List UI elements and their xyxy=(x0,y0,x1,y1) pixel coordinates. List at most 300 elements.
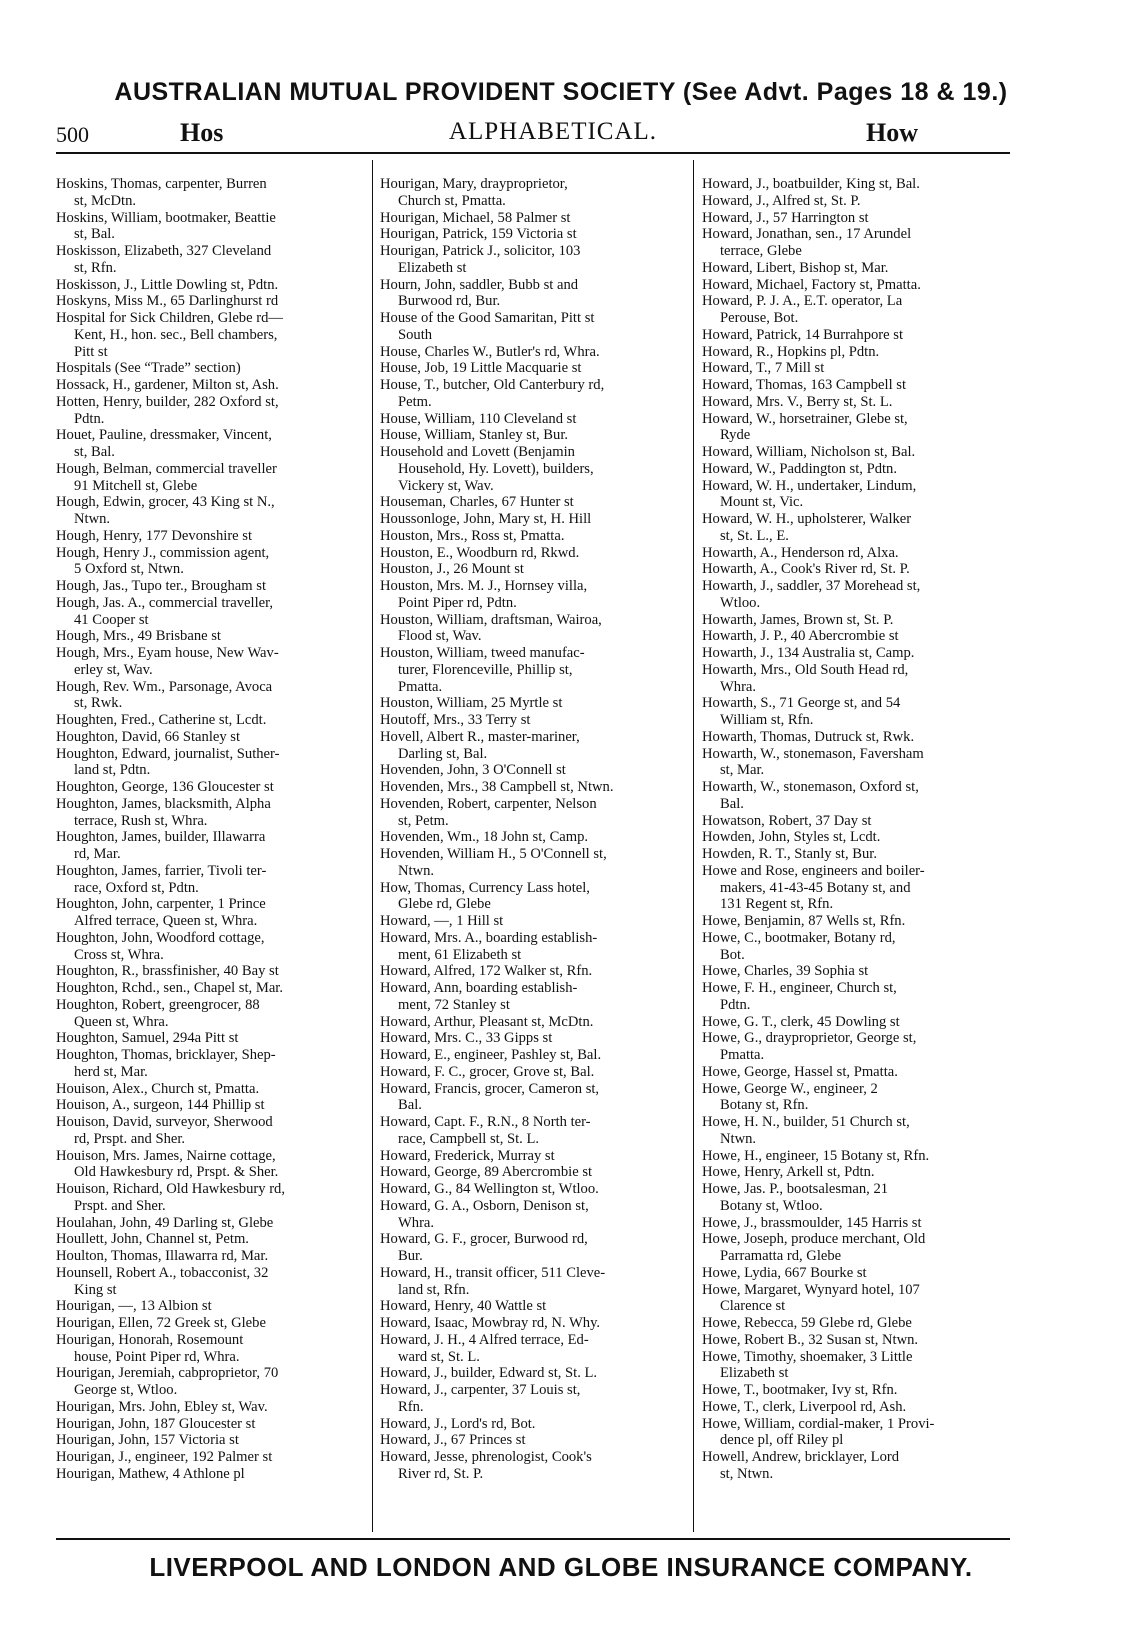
entry-continuation-line: Bur. xyxy=(398,1248,423,1264)
entry-name-line: Houlahan, John, 49 Darling st, Glebe xyxy=(56,1214,274,1231)
directory-entry xyxy=(380,344,687,361)
directory-entry xyxy=(702,327,1012,344)
entry-continuation-line: st, Mar. xyxy=(720,762,765,779)
entry-name-line: Hourigan, Mary, drayproprietor, xyxy=(380,176,568,192)
directory-entry xyxy=(380,930,687,964)
directory-entry xyxy=(380,277,687,311)
entry-continuation-line: Rfn. xyxy=(398,1398,424,1415)
entry-name-line: Hourigan, Patrick J., solicitor, 103 xyxy=(380,243,581,259)
entry-continuation-line: Bal. xyxy=(398,1097,422,1114)
entry-name-line: Howard, —, 1 Hill st xyxy=(380,913,504,929)
directory-entry xyxy=(56,494,366,528)
entry-continuation-line: Cross st, Whra. xyxy=(74,946,164,963)
directory-entry xyxy=(380,963,687,980)
directory-entry xyxy=(56,176,366,210)
entry-continuation-line: Point Piper rd, Pdtn. xyxy=(398,594,517,611)
directory-entry xyxy=(380,1382,687,1416)
entry-name-line: How, Thomas, Currency Lass hotel, xyxy=(380,879,590,896)
entry-name-line: Howe, T., bootmaker, Ivy st, Rfn. xyxy=(702,1382,898,1398)
entry-continuation-line: herd st, Mar. xyxy=(74,1063,148,1080)
header-rule xyxy=(56,152,1010,154)
directory-entry xyxy=(702,813,1012,830)
directory-entry xyxy=(380,1030,687,1047)
directory-entry xyxy=(56,896,366,930)
directory-entry xyxy=(702,176,1012,193)
directory-entry xyxy=(702,1081,1012,1115)
directory-entry xyxy=(702,210,1012,227)
directory-entry xyxy=(56,1097,366,1114)
directory-entry xyxy=(56,310,366,360)
entry-name-line: Houghton, Samuel, 294a Pitt st xyxy=(56,1030,239,1047)
entry-name-line: Howard, George, 89 Abercrombie st xyxy=(380,1164,593,1181)
directory-entry xyxy=(380,1047,687,1064)
entry-name-line: Howard, J., boatbuilder, King st, Bal. xyxy=(702,176,920,192)
directory-entry xyxy=(702,1148,1012,1165)
directory-entry xyxy=(56,461,366,495)
entry-name-line: Houet, Pauline, dressmaker, Vincent, xyxy=(56,427,272,444)
entry-name-line: Houison, Mrs. James, Nairne cottage, xyxy=(56,1147,276,1164)
entry-name-line: Howard, Mrs. C., 33 Gipps st xyxy=(380,1030,553,1047)
directory-entry xyxy=(702,746,1012,780)
directory-entry xyxy=(380,846,687,880)
entry-name-line: House, Charles W., Butler's rd, Whra. xyxy=(380,343,600,360)
entry-name-line: Howe, Lydia, 667 Bourke st xyxy=(702,1264,867,1281)
entry-continuation-line: Ntwn. xyxy=(720,1130,757,1147)
directory-entry xyxy=(702,277,1012,294)
entry-continuation-line: William st, Rfn. xyxy=(720,712,814,728)
entry-name-line: Howard, Francis, grocer, Cameron st, xyxy=(380,1080,600,1097)
entry-name-line: Hoskyns, Miss M., 65 Darlinghurst rd xyxy=(56,293,279,310)
directory-entry xyxy=(702,478,1012,512)
directory-entry xyxy=(702,578,1012,612)
entry-name-line: House, William, 110 Cleveland st xyxy=(380,410,577,427)
directory-entry xyxy=(702,930,1012,964)
entry-name-line: Household and Lovett (Benjamin xyxy=(380,444,575,460)
entry-name-line: Hounsell, Robert A., tobacconist, 32 xyxy=(56,1264,269,1281)
directory-entry xyxy=(380,1064,687,1081)
entry-name-line: Howard, W., horsetrainer, Glebe st, xyxy=(702,410,908,427)
directory-entry xyxy=(380,578,687,612)
directory-entry xyxy=(380,1416,687,1433)
entry-name-line: Howarth, James, Brown st, St. P. xyxy=(702,611,894,628)
entry-name-line: Houghton, James, builder, Illawarra xyxy=(56,829,266,846)
entry-continuation-line: Ntwn. xyxy=(74,511,111,527)
entry-name-line: Houghton, Edward, journalist, Suther- xyxy=(56,745,280,762)
directory-entry xyxy=(380,712,687,729)
entry-continuation-line: 5 Oxford st, Ntwn. xyxy=(74,561,184,578)
directory-entry xyxy=(56,628,366,645)
entry-name-line: Howe, T., clerk, Liverpool rd, Ash. xyxy=(702,1398,907,1415)
entry-name-line: Hough, Jas., Tupo ter., Brougham st xyxy=(56,578,267,594)
directory-entry xyxy=(380,494,687,511)
directory-entry xyxy=(380,1265,687,1299)
directory-entry xyxy=(702,779,1012,813)
entry-continuation-line: South xyxy=(398,326,433,343)
entry-continuation-line: Parramatta rd, Glebe xyxy=(720,1248,842,1264)
entry-name-line: Houston, E., Woodburn rd, Rkwd. xyxy=(380,544,580,561)
entry-name-line: Howe, Jas. P., bootsalesman, 21 xyxy=(702,1181,889,1197)
directory-entry xyxy=(56,963,366,980)
entry-name-line: Howe, Joseph, produce merchant, Old xyxy=(702,1231,926,1248)
entry-name-line: Howard, T., 7 Mill st xyxy=(702,360,825,377)
entry-name-line: Hossack, H., gardener, Milton st, Ash. xyxy=(56,377,279,393)
entry-continuation-line: dence pl, off Riley pl xyxy=(720,1432,844,1449)
directory-entry xyxy=(380,796,687,830)
directory-entry xyxy=(702,1416,1012,1450)
directory-entry xyxy=(702,394,1012,411)
entry-continuation-line: Alfred terrace, Queen st, Whra. xyxy=(74,913,258,929)
directory-entry xyxy=(56,1315,366,1332)
entry-name-line: Houghton, Thomas, bricklayer, Shep- xyxy=(56,1047,276,1063)
entry-continuation-line: Vickery st, Wav. xyxy=(398,477,494,494)
directory-entry xyxy=(702,863,1012,913)
directory-entry xyxy=(380,427,687,444)
directory-entry xyxy=(702,1114,1012,1148)
entry-name-line: Howden, R. T., Stanly st, Bur. xyxy=(702,846,877,862)
entry-name-line: Howard, G., 84 Wellington st, Wtloo. xyxy=(380,1181,599,1197)
directory-entry xyxy=(380,1198,687,1232)
header-left-word: Hos xyxy=(180,118,224,147)
entry-continuation-line: Pitt st xyxy=(74,343,108,360)
page-number: 500 xyxy=(56,122,89,147)
entry-name-line: Houston, William, draftsman, Wairoa, xyxy=(380,611,602,628)
directory-entry xyxy=(380,1315,687,1332)
entry-continuation-line: 41 Cooper st xyxy=(74,611,149,628)
entry-continuation-line: King st xyxy=(74,1281,117,1298)
entry-name-line: Howarth, W., stonemason, Oxford st, xyxy=(702,779,919,795)
directory-entry xyxy=(380,243,687,277)
entry-name-line: Hough, Jas. A., commercial traveller, xyxy=(56,594,274,611)
entry-continuation-line: land st, Rfn. xyxy=(398,1281,470,1298)
entry-continuation-line: Botany st, Wtloo. xyxy=(720,1197,823,1214)
directory-entry xyxy=(56,746,366,780)
entry-continuation-line: 131 Regent st, Rfn. xyxy=(720,896,834,913)
entry-continuation-line: Queen st, Whra. xyxy=(74,1013,169,1030)
entry-name-line: Houison, A., surgeon, 144 Phillip st xyxy=(56,1097,265,1114)
directory-entry xyxy=(702,1164,1012,1181)
entry-name-line: Howe, C., bootmaker, Botany rd, xyxy=(702,929,896,946)
entry-name-line: Hoskisson, Elizabeth, 327 Cleveland xyxy=(56,243,272,259)
footer-rule xyxy=(56,1538,1010,1540)
directory-entry xyxy=(56,997,366,1031)
header-center-title: ALPHABETICAL. xyxy=(448,118,658,145)
entry-name-line: Howard, H., transit officer, 511 Cleve- xyxy=(380,1264,606,1281)
directory-entry xyxy=(56,528,366,545)
directory-entry xyxy=(702,226,1012,260)
entry-name-line: Howarth, J., saddler, 37 Morehead st, xyxy=(702,578,921,594)
entry-name-line: Hough, Edwin, grocer, 43 King st N., xyxy=(56,494,275,511)
entry-continuation-line: st, Rwk. xyxy=(74,695,123,712)
entry-continuation-line: Bot. xyxy=(720,946,745,963)
entry-name-line: Howard, J., Alfred st, St. P. xyxy=(702,192,861,209)
entry-name-line: Howard, E., engineer, Pashley st, Bal. xyxy=(380,1047,602,1063)
directory-entry xyxy=(56,1365,366,1399)
directory-entry xyxy=(56,210,366,244)
directory-entry xyxy=(56,779,366,796)
entry-name-line: Hoskins, William, bootmaker, Beattie xyxy=(56,209,276,226)
entry-name-line: Howe, H. N., builder, 51 Church st, xyxy=(702,1114,910,1130)
entry-name-line: Howe, William, cordial-maker, 1 Provi- xyxy=(702,1415,935,1432)
entry-name-line: Houghten, Fred., Catherine st, Lcdt. xyxy=(56,712,267,728)
entry-name-line: Howarth, J. P., 40 Abercrombie st xyxy=(702,628,899,645)
entry-name-line: Howe, Margaret, Wynyard hotel, 107 xyxy=(702,1281,920,1298)
entry-name-line: Hough, Henry J., commission agent, xyxy=(56,544,270,561)
entry-continuation-line: River rd, St. P. xyxy=(398,1465,484,1482)
directory-entry xyxy=(380,1114,687,1148)
entry-name-line: House of the Good Samaritan, Pitt st xyxy=(380,310,595,326)
directory-entry xyxy=(56,980,366,997)
entry-name-line: Hourigan, John, 187 Gloucester st xyxy=(56,1415,256,1432)
entry-name-line: Howe, Benjamin, 87 Wells st, Rfn. xyxy=(702,913,906,929)
directory-entry xyxy=(702,461,1012,478)
entry-continuation-line: race, Campbell st, St. L. xyxy=(398,1130,540,1147)
entry-continuation-line: Pdtn. xyxy=(720,996,751,1013)
directory-entry xyxy=(702,360,1012,377)
advertisement-banner-bottom: LIVERPOOL AND LONDON AND GLOBE INSURANCE COMPANY. xyxy=(149,1552,973,1582)
directory-entry xyxy=(702,612,1012,629)
entry-name-line: Houghton, George, 136 Gloucester st xyxy=(56,779,274,795)
directory-entry xyxy=(56,377,366,394)
entry-name-line: Howard, F. C., grocer, Grove st, Bal. xyxy=(380,1063,595,1080)
directory-entry xyxy=(702,1399,1012,1416)
directory-entry xyxy=(380,695,687,712)
directory-entry xyxy=(56,1265,366,1299)
directory-entry xyxy=(380,645,687,695)
entry-continuation-line: Elizabeth st xyxy=(720,1365,789,1382)
directory-column-1 xyxy=(56,176,366,1483)
entry-name-line: Houston, William, tweed manufac- xyxy=(380,645,585,661)
entry-continuation-line: Pmatta. xyxy=(398,678,443,695)
entry-name-line: Howard, Frederick, Murray st xyxy=(380,1147,555,1164)
entry-name-line: Howard, Mrs. A., boarding establish- xyxy=(380,929,598,946)
entry-continuation-line: Bal. xyxy=(720,795,744,812)
directory-entry xyxy=(56,595,366,629)
directory-column-3 xyxy=(702,176,1012,1483)
directory-column-2 xyxy=(380,176,687,1483)
directory-entry xyxy=(380,1014,687,1031)
directory-entry xyxy=(380,729,687,763)
entry-continuation-line: st, Ntwn. xyxy=(720,1465,774,1482)
entry-continuation-line: Ryde xyxy=(720,427,751,444)
directory-entry xyxy=(380,511,687,528)
directory-entry xyxy=(702,260,1012,277)
entry-name-line: Howard, W., Paddington st, Pdtn. xyxy=(702,460,897,477)
entry-continuation-line: Pmatta. xyxy=(720,1047,765,1063)
directory-entry xyxy=(56,796,366,830)
directory-entry xyxy=(702,1181,1012,1215)
entry-continuation-line: Whra. xyxy=(720,678,757,695)
directory-entry xyxy=(702,695,1012,729)
entry-continuation-line: terrace, Rush st, Whra. xyxy=(74,812,208,829)
entry-name-line: Howard, Alfred, 172 Walker st, Rfn. xyxy=(380,963,593,980)
entry-name-line: Howard, J., Lord's rd, Bot. xyxy=(380,1415,536,1432)
entry-continuation-line: st, St. L., E. xyxy=(720,527,789,544)
entry-name-line: Howard, Michael, Factory st, Pmatta. xyxy=(702,276,921,293)
entry-name-line: Hospital for Sick Children, Glebe rd— xyxy=(56,310,283,326)
directory-entry xyxy=(380,1332,687,1366)
entry-name-line: Hourigan, Jeremiah, cabproprietor, 70 xyxy=(56,1365,279,1382)
directory-entry xyxy=(702,729,1012,746)
directory-entry xyxy=(702,662,1012,696)
directory-entry xyxy=(380,444,687,494)
entry-name-line: Houghton, David, 66 Stanley st xyxy=(56,728,241,745)
directory-entry xyxy=(702,1349,1012,1383)
entry-continuation-line: Household, Hy. Lovett), builders, xyxy=(398,460,594,477)
entry-continuation-line: George st, Wtloo. xyxy=(74,1382,178,1398)
entry-continuation-line: Ntwn. xyxy=(398,862,435,879)
directory-entry xyxy=(380,1148,687,1165)
directory-entry xyxy=(56,1081,366,1098)
entry-name-line: Hourigan, —, 13 Albion st xyxy=(56,1298,212,1315)
entry-name-line: Houghton, Robert, greengrocer, 88 xyxy=(56,996,260,1013)
entry-continuation-line: Wtloo. xyxy=(720,594,761,611)
entry-name-line: Howard, Capt. F., R.N., 8 North ter- xyxy=(380,1114,591,1130)
directory-entry xyxy=(380,612,687,646)
entry-name-line: Hourigan, Michael, 58 Palmer st xyxy=(380,209,571,226)
directory-entry xyxy=(380,1432,687,1449)
entry-name-line: Houston, Mrs., Ross st, Pmatta. xyxy=(380,527,565,544)
entry-continuation-line: Glebe rd, Glebe xyxy=(398,896,491,913)
entry-continuation-line: Clarence st xyxy=(720,1298,786,1315)
entry-name-line: Hotten, Henry, builder, 282 Oxford st, xyxy=(56,393,279,410)
entry-name-line: Howard, R., Hopkins pl, Pdtn. xyxy=(702,343,880,360)
entry-continuation-line: makers, 41-43-45 Botany st, and xyxy=(720,879,911,896)
entry-name-line: Hough, Mrs., Eyam house, New Wav- xyxy=(56,645,279,661)
directory-entry xyxy=(380,561,687,578)
directory-entry xyxy=(380,360,687,377)
directory-entry xyxy=(56,1449,366,1466)
entry-name-line: Howard, Ann, boarding establish- xyxy=(380,980,578,996)
entry-name-line: Howe and Rose, engineers and boiler- xyxy=(702,862,925,879)
entry-continuation-line: Old Hawkesbury rd, Prspt. & Sher. xyxy=(74,1164,279,1181)
directory-entry xyxy=(56,1399,366,1416)
entry-name-line: Hovenden, Mrs., 38 Campbell st, Ntwn. xyxy=(380,779,614,795)
directory-entry xyxy=(702,1064,1012,1081)
directory-entry xyxy=(56,1466,366,1483)
entry-name-line: Hourigan, J., engineer, 192 Palmer st xyxy=(56,1449,273,1465)
entry-continuation-line: rd, Prspt. and Sher. xyxy=(74,1130,186,1147)
entry-continuation-line: 91 Mitchell st, Glebe xyxy=(74,477,198,494)
directory-entry xyxy=(702,1030,1012,1064)
entry-continuation-line: ward st, St. L. xyxy=(398,1348,480,1365)
directory-entry xyxy=(702,193,1012,210)
entry-name-line: Hourigan, Patrick, 159 Victoria st xyxy=(380,226,577,243)
entry-name-line: Houseman, Charles, 67 Hunter st xyxy=(380,494,574,511)
entry-name-line: Howe, George, Hassel st, Pmatta. xyxy=(702,1063,898,1080)
entry-name-line: Howard, J., 67 Princes st xyxy=(380,1432,526,1449)
directory-entry xyxy=(56,1047,366,1081)
directory-entry xyxy=(56,712,366,729)
directory-entry xyxy=(380,779,687,796)
entry-name-line: Hough, Henry, 177 Devonshire st xyxy=(56,527,253,544)
entry-name-line: Hough, Mrs., 49 Brisbane st xyxy=(56,628,221,645)
entry-name-line: Howe, Robert B., 32 Susan st, Ntwn. xyxy=(702,1331,919,1348)
entry-continuation-line: Burwood rd, Bur. xyxy=(398,293,501,310)
entry-name-line: Howard, W. H., undertaker, Lindum, xyxy=(702,477,917,494)
entry-name-line: Houssonloge, John, Mary st, H. Hill xyxy=(380,511,592,527)
directory-entry xyxy=(380,980,687,1014)
directory-entry xyxy=(380,210,687,227)
directory-entry xyxy=(56,863,366,897)
entry-name-line: Howe, G., drayproprietor, George st, xyxy=(702,1030,917,1047)
entry-name-line: House, Job, 19 Little Macquarie st xyxy=(380,360,582,377)
directory-entry xyxy=(702,444,1012,461)
directory-entry xyxy=(702,411,1012,445)
directory-entry xyxy=(380,913,687,930)
entry-continuation-line: Kent, H., hon. sec., Bell chambers, xyxy=(74,326,278,343)
entry-name-line: Howarth, A., Henderson rd, Alxa. xyxy=(702,544,899,561)
directory-entry xyxy=(380,226,687,243)
directory-entry xyxy=(56,578,366,595)
directory-entry xyxy=(56,1432,366,1449)
entry-name-line: Hovenden, Wm., 18 John st, Camp. xyxy=(380,829,589,846)
entry-name-line: Howarth, A., Cook's River rd, St. P. xyxy=(702,561,910,578)
entry-name-line: Howard, G. F., grocer, Burwood rd, xyxy=(380,1231,588,1248)
entry-name-line: Houston, William, 25 Myrtle st xyxy=(380,695,563,712)
directory-entry xyxy=(702,963,1012,980)
entry-name-line: Howe, J., brassmoulder, 145 Harris st xyxy=(702,1214,922,1231)
entry-continuation-line: st, Bal. xyxy=(74,226,115,243)
entry-name-line: Howard, J., carpenter, 37 Louis st, xyxy=(380,1382,581,1398)
directory-entry xyxy=(380,377,687,411)
directory-entry xyxy=(380,1231,687,1265)
entry-continuation-line: house, Point Piper rd, Whra. xyxy=(74,1348,240,1365)
entry-name-line: Hoskins, Thomas, carpenter, Burren xyxy=(56,176,267,192)
directory-entry xyxy=(702,1265,1012,1282)
entry-name-line: Howard, J. H., 4 Alfred terrace, Ed- xyxy=(380,1331,589,1348)
directory-entry xyxy=(56,243,366,277)
directory-entry xyxy=(702,846,1012,863)
entry-continuation-line: Pdtn. xyxy=(74,410,105,427)
entry-name-line: Hough, Rev. Wm., Parsonage, Avoca xyxy=(56,678,273,695)
directory-entry xyxy=(56,729,366,746)
directory-entry xyxy=(380,1449,687,1483)
directory-entry xyxy=(702,829,1012,846)
directory-entry xyxy=(702,1449,1012,1483)
directory-entry xyxy=(56,1148,366,1182)
entry-name-line: Hovenden, William H., 5 O'Connell st, xyxy=(380,846,607,862)
directory-entry xyxy=(56,1248,366,1265)
entry-name-line: Houghton, R., brassfinisher, 40 Bay st xyxy=(56,963,279,980)
directory-entry xyxy=(380,1081,687,1115)
page-header xyxy=(56,118,1050,152)
entry-name-line: Hovenden, Robert, carpenter, Nelson xyxy=(380,795,597,812)
directory-entry xyxy=(56,679,366,713)
entry-name-line: Hough, Belman, commercial traveller xyxy=(56,460,277,477)
directory-entry xyxy=(702,1315,1012,1332)
entry-name-line: Houghton, James, farrier, Tivoli ter- xyxy=(56,862,267,879)
entry-name-line: Hourigan, Mrs. John, Ebley st, Wav. xyxy=(56,1398,268,1415)
directory-entry xyxy=(56,829,366,863)
entry-name-line: Houghton, Rchd., sen., Chapel st, Mar. xyxy=(56,980,283,996)
entry-continuation-line: ment, 72 Stanley st xyxy=(398,996,510,1013)
directory-entry xyxy=(702,1332,1012,1349)
entry-continuation-line: turer, Florenceville, Phillip st, xyxy=(398,661,573,678)
directory-entry xyxy=(702,1382,1012,1399)
directory-entry xyxy=(56,293,366,310)
entry-name-line: Howard, Jonathan, sen., 17 Arundel xyxy=(702,226,912,243)
entry-continuation-line: st, Rfn. xyxy=(74,259,117,276)
directory-entry xyxy=(380,1164,687,1181)
entry-name-line: House, William, Stanley st, Bur. xyxy=(380,427,569,444)
entry-name-line: Howarth, Thomas, Dutruck st, Rwk. xyxy=(702,728,915,745)
directory-entry xyxy=(380,1298,687,1315)
directory-entry xyxy=(380,1181,687,1198)
header-right-word: How xyxy=(866,118,918,147)
entry-name-line: Houison, Alex., Church st, Pmatta. xyxy=(56,1080,260,1097)
directory-entry xyxy=(380,545,687,562)
directory-entry xyxy=(702,293,1012,327)
